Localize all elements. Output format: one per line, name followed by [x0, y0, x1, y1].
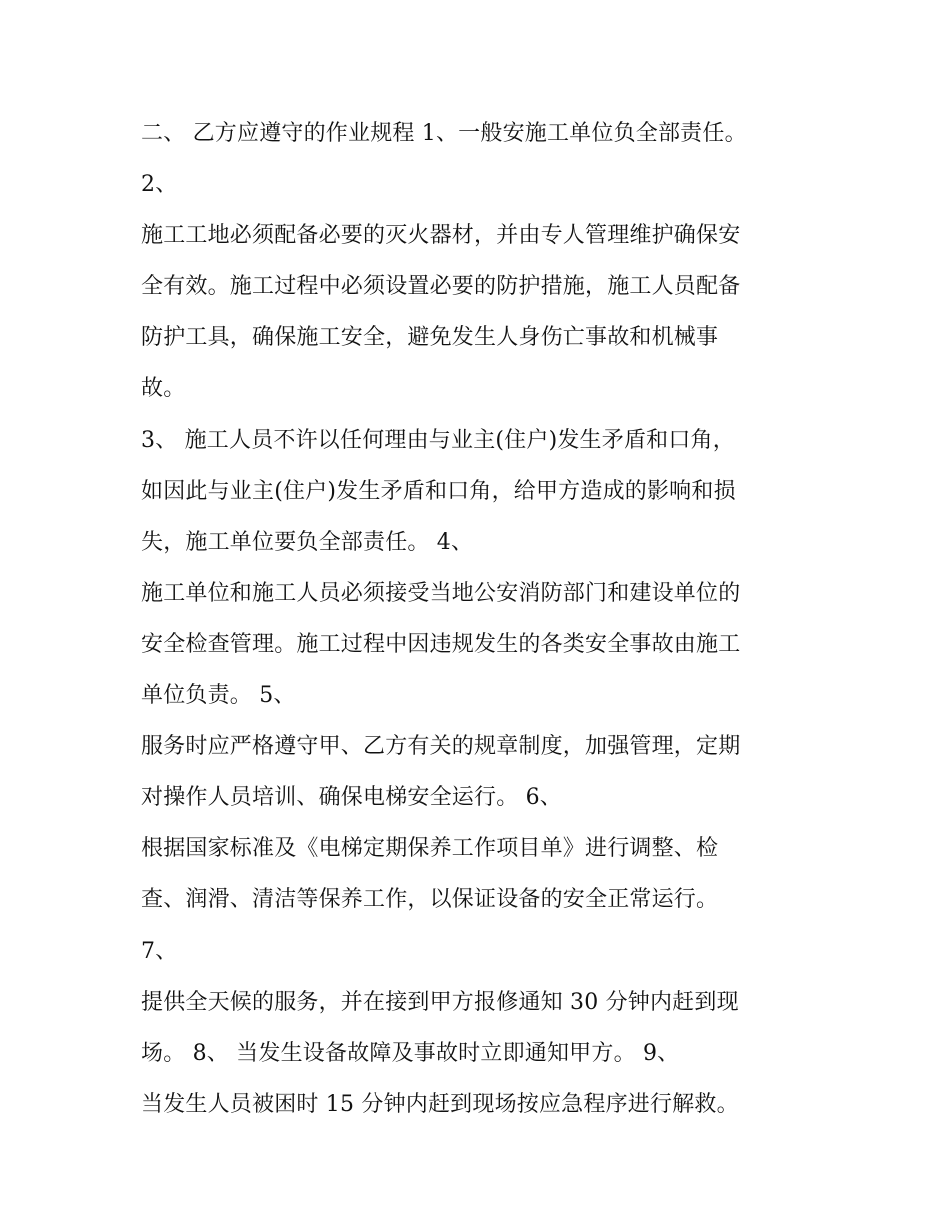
text-line: 场。 8、 当发生设备故障及事故时立即通知甲方。 9、	[141, 1040, 680, 1066]
text-line: 服务时应严格遵守甲、乙方有关的规章制度，加强管理，定期	[141, 734, 741, 760]
text-line: 失，施工单位要负全部责任。 4、	[141, 529, 474, 555]
text-line: 3、 施工人员不许以任何理由与业主(住户)发生矛盾和口角，	[141, 427, 735, 453]
text-line: 施工单位和施工人员必须接受当地公安消防部门和建设单位的	[141, 580, 741, 606]
text-line: 7、	[141, 938, 178, 964]
text-line: 防护工具，确保施工安全，避免发生人身伤亡事故和机械事	[141, 325, 719, 351]
text-line: 当发生人员被困时 15 分钟内赶到现场按应急程序进行解救。	[141, 1091, 739, 1117]
text-line: 单位负责。 5、	[141, 683, 296, 709]
text-line: 施工工地必须配备必要的灭火器材，并由专人管理维护确保安	[141, 223, 741, 249]
text-line: 如因此与业主(住户)发生矛盾和口角，给甲方造成的影响和损	[141, 478, 736, 504]
text-line: 全有效。施工过程中必须设置必要的防护措施，施工人员配备	[141, 274, 741, 300]
document-body	[141, 108, 831, 1130]
text-line: 对操作人员培训、确保电梯安全运行。 6、	[141, 785, 562, 811]
text-line: 2、	[141, 172, 178, 198]
text-line: 查、润滑、清洁等保养工作，以保证设备的安全正常运行。	[141, 887, 719, 913]
text-line: 故。	[141, 376, 186, 402]
text-line: 根据国家标准及《电梯定期保养工作项目单》进行调整、检	[141, 836, 719, 862]
text-line: 安全检查管理。施工过程中因违规发生的各类安全事故由施工	[141, 631, 741, 657]
text-line: 二、 乙方应遵守的作业规程 1、一般安施工单位负全部责任。	[141, 121, 747, 146]
text-line: 提供全天候的服务，并在接到甲方报修通知 30 分钟内赶到现	[141, 989, 739, 1015]
